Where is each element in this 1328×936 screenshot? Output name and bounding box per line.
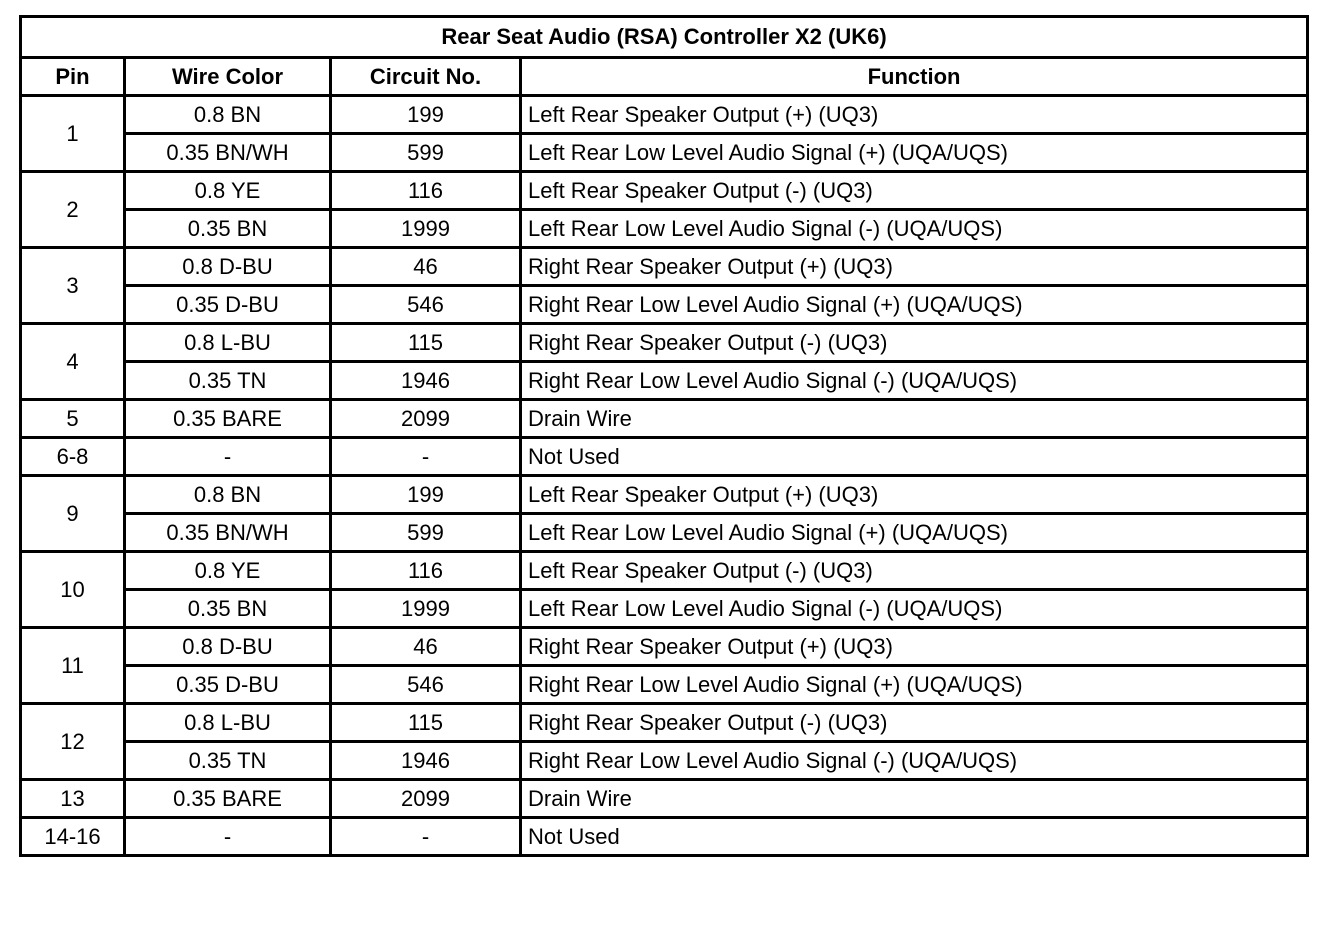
pin-cell: 10 (21, 552, 125, 628)
circuit-number-cell: 546 (331, 666, 521, 704)
table-row (21, 590, 1308, 628)
table-row (21, 96, 1308, 134)
function-cell: Right Rear Speaker Output (-) (UQ3) (521, 324, 1308, 362)
wire-color-cell: 0.35 TN (125, 742, 331, 780)
wire-color-cell: 0.8 D-BU (125, 248, 331, 286)
circuit-number-cell: 599 (331, 134, 521, 172)
function-cell: Left Rear Speaker Output (-) (UQ3) (521, 172, 1308, 210)
table-row (21, 476, 1308, 514)
circuit-number-cell: 46 (331, 628, 521, 666)
wire-color-cell: 0.8 D-BU (125, 628, 331, 666)
wire-color-cell: 0.35 D-BU (125, 666, 331, 704)
function-cell: Drain Wire (521, 780, 1308, 818)
table-row (21, 552, 1308, 590)
header-row (21, 58, 1308, 96)
circuit-number-cell: 1946 (331, 742, 521, 780)
pin-cell: 14-16 (21, 818, 125, 856)
wire-color-cell: 0.8 L-BU (125, 704, 331, 742)
function-cell: Right Rear Low Level Audio Signal (+) (UQA/UQS) (521, 666, 1308, 704)
function-cell: Left Rear Speaker Output (-) (UQ3) (521, 552, 1308, 590)
table-row (21, 780, 1308, 818)
wire-color-cell: 0.35 TN (125, 362, 331, 400)
wire-color-cell: 0.35 BN (125, 590, 331, 628)
header-circuit-number: Circuit No. (331, 58, 521, 96)
pin-cell: 4 (21, 324, 125, 400)
circuit-number-cell: - (331, 438, 521, 476)
circuit-number-cell: 115 (331, 704, 521, 742)
function-cell: Not Used (521, 438, 1308, 476)
wire-color-cell: 0.35 BN/WH (125, 514, 331, 552)
function-cell: Left Rear Speaker Output (+) (UQ3) (521, 96, 1308, 134)
circuit-number-cell: 2099 (331, 400, 521, 438)
pin-cell: 5 (21, 400, 125, 438)
circuit-number-cell: 2099 (331, 780, 521, 818)
wire-color-cell: - (125, 438, 331, 476)
wire-color-cell: - (125, 818, 331, 856)
function-cell: Left Rear Low Level Audio Signal (+) (UQA/UQS) (521, 134, 1308, 172)
pin-cell: 9 (21, 476, 125, 552)
pin-cell: 2 (21, 172, 125, 248)
wire-color-cell: 0.35 BN/WH (125, 134, 331, 172)
table-row (21, 324, 1308, 362)
table-row (21, 704, 1308, 742)
circuit-number-cell: 116 (331, 172, 521, 210)
function-cell: Right Rear Low Level Audio Signal (-) (UQA/UQS) (521, 742, 1308, 780)
circuit-number-cell: 1946 (331, 362, 521, 400)
function-cell: Right Rear Speaker Output (+) (UQ3) (521, 248, 1308, 286)
table-row (21, 514, 1308, 552)
function-cell: Left Rear Speaker Output (+) (UQ3) (521, 476, 1308, 514)
circuit-number-cell: 116 (331, 552, 521, 590)
wire-color-cell: 0.8 BN (125, 96, 331, 134)
table-row (21, 438, 1308, 476)
table-row (21, 286, 1308, 324)
connector-pinout-table (19, 15, 1309, 857)
header-wire-color: Wire Color (125, 58, 331, 96)
pin-cell: 13 (21, 780, 125, 818)
table-row (21, 134, 1308, 172)
table-row (21, 628, 1308, 666)
table-body (21, 96, 1308, 856)
wire-color-cell: 0.8 L-BU (125, 324, 331, 362)
wire-color-cell: 0.8 YE (125, 552, 331, 590)
pin-cell: 3 (21, 248, 125, 324)
circuit-number-cell: - (331, 818, 521, 856)
circuit-number-cell: 46 (331, 248, 521, 286)
function-cell: Drain Wire (521, 400, 1308, 438)
function-cell: Left Rear Low Level Audio Signal (+) (UQA/UQS) (521, 514, 1308, 552)
wire-color-cell: 0.35 BARE (125, 400, 331, 438)
function-cell: Right Rear Low Level Audio Signal (+) (UQA/UQS) (521, 286, 1308, 324)
table-row (21, 172, 1308, 210)
function-cell: Right Rear Speaker Output (+) (UQ3) (521, 628, 1308, 666)
wire-color-cell: 0.35 D-BU (125, 286, 331, 324)
function-cell: Right Rear Speaker Output (-) (UQ3) (521, 704, 1308, 742)
pin-cell: 1 (21, 96, 125, 172)
table-title: Rear Seat Audio (RSA) Controller X2 (UK6) (21, 17, 1308, 58)
table-row (21, 400, 1308, 438)
circuit-number-cell: 599 (331, 514, 521, 552)
function-cell: Left Rear Low Level Audio Signal (-) (UQA/UQS) (521, 590, 1308, 628)
wire-color-cell: 0.8 BN (125, 476, 331, 514)
circuit-number-cell: 1999 (331, 590, 521, 628)
circuit-number-cell: 199 (331, 96, 521, 134)
pin-cell: 12 (21, 704, 125, 780)
header-pin: Pin (21, 58, 125, 96)
pin-cell: 11 (21, 628, 125, 704)
function-cell: Not Used (521, 818, 1308, 856)
circuit-number-cell: 546 (331, 286, 521, 324)
wire-color-cell: 0.35 BN (125, 210, 331, 248)
wire-color-cell: 0.35 BARE (125, 780, 331, 818)
circuit-number-cell: 115 (331, 324, 521, 362)
wire-color-cell: 0.8 YE (125, 172, 331, 210)
function-cell: Right Rear Low Level Audio Signal (-) (UQA/UQS) (521, 362, 1308, 400)
table-row (21, 210, 1308, 248)
circuit-number-cell: 199 (331, 476, 521, 514)
table-row (21, 248, 1308, 286)
function-cell: Left Rear Low Level Audio Signal (-) (UQA/UQS) (521, 210, 1308, 248)
title-row (21, 17, 1308, 58)
circuit-number-cell: 1999 (331, 210, 521, 248)
table-row (21, 362, 1308, 400)
pin-cell: 6-8 (21, 438, 125, 476)
table-row (21, 666, 1308, 704)
table-row (21, 742, 1308, 780)
header-function: Function (521, 58, 1308, 96)
table-row (21, 818, 1308, 856)
